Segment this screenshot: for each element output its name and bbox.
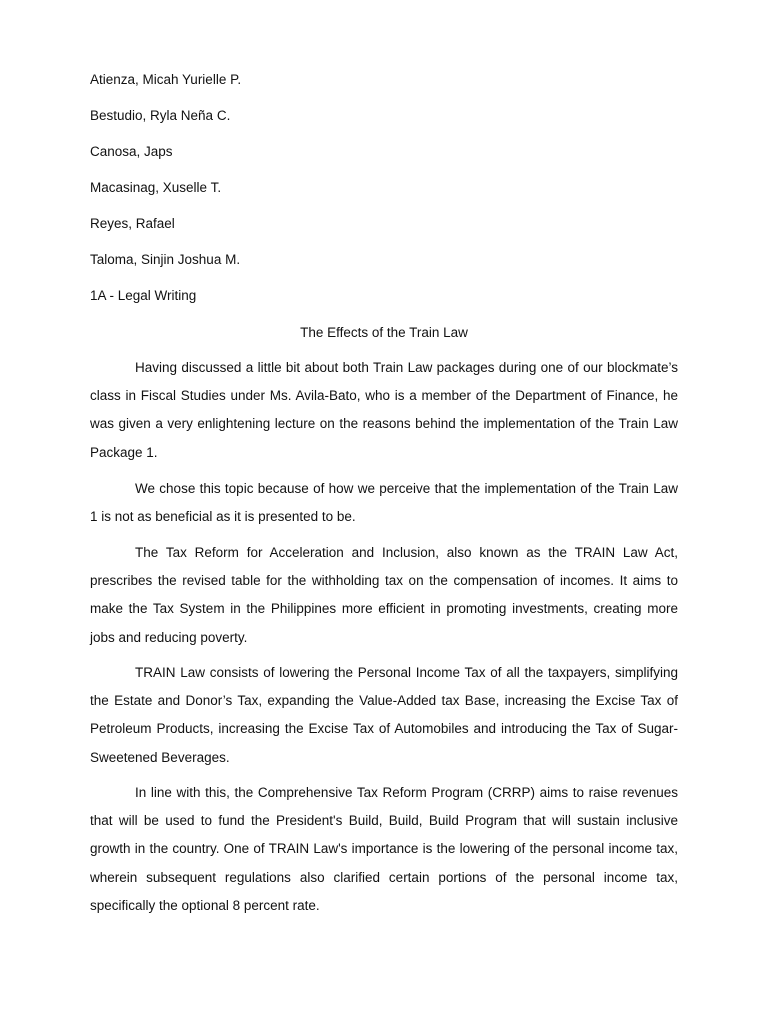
document-title: The Effects of the Train Law [300, 325, 468, 340]
body-paragraph: TRAIN Law consists of lowering the Personal Income Tax of all the taxpayers, simplifying the Estate and Donor’s Tax, expanding the Value-Added tax Base, increasing the Excise Tax of Petroleum Products, increasing the Excise Tax of Automobiles and introducing the Tax of Sugar-Sweetened Beverages. [90, 665, 678, 765]
author-name: Macasinag, Xuselle T. [90, 180, 222, 195]
author-name: Taloma, Sinjin Joshua M. [90, 252, 241, 267]
body-paragraph: Having discussed a little bit about both Train Law packages during one of our blockmate’s class in Fiscal Studies under Ms. Avila-Bato, who is a member of the Department of Finance, he was given a very enlightening lecture on the reasons behind the implementation of the Train Law Package 1. [90, 360, 678, 460]
author-name: Reyes, Rafael [90, 216, 175, 231]
author-name: Atienza, Micah Yurielle P. [90, 72, 242, 87]
body-paragraph: The Tax Reform for Acceleration and Inclusion, also known as the TRAIN Law Act, prescribes the revised table for the withholding tax on the compensation of incomes. It aims to make the Tax System in the Philippines more efficient in promoting investments, creating more jobs and reducing poverty. [90, 545, 678, 645]
author-name: Bestudio, Ryla Neña C. [90, 108, 231, 123]
body-paragraph: We chose this topic because of how we perceive that the implementation of the Train Law 1 is not as beneficial as it is presented to be. [90, 481, 678, 525]
body-paragraph: In line with this, the Comprehensive Tax Reform Program (CRRP) aims to raise revenues that will be used to fund the President's Build, Build, Build Program that will sustain inclusive growth in the country. One of TRAIN Law's importance is the lowering of the personal income tax, wherein subsequent regulations also clarified certain portions of the personal income tax, specifically the optional 8 percent rate. [90, 785, 678, 913]
section-label: 1A - Legal Writing [90, 288, 197, 303]
author-name: Canosa, Japs [90, 144, 173, 159]
